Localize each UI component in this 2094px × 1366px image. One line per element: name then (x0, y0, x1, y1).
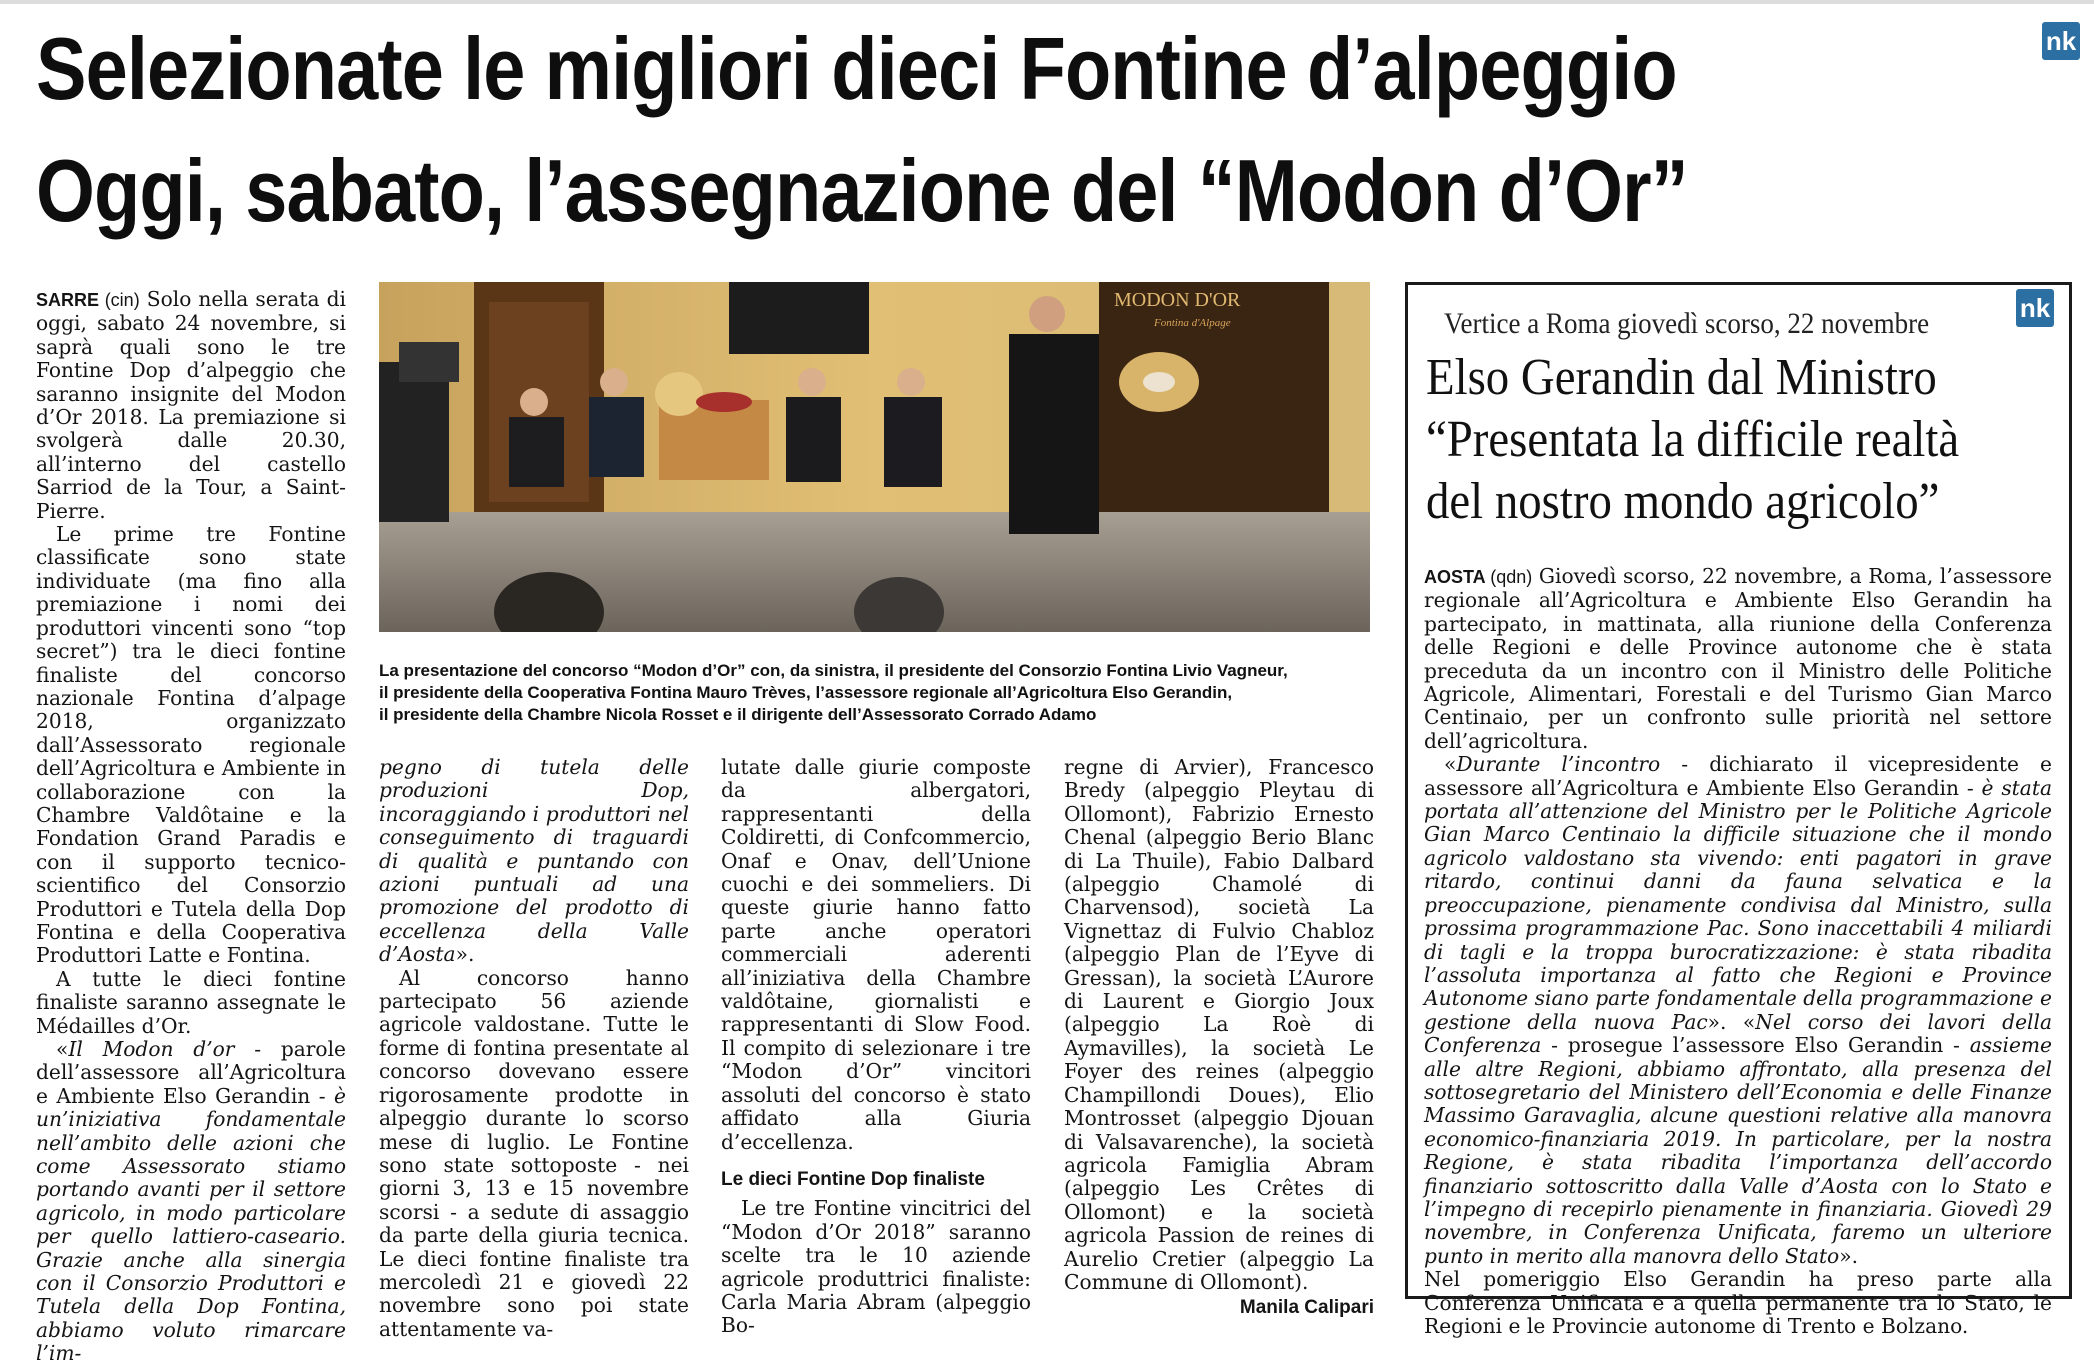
headline-line-1: Selezionate le migliori dieci Fontine d’alpeggio (36, 19, 1677, 118)
headline-line-2: Oggi, sabato, l’assegnazione del “Modon d’Or” (36, 141, 1688, 240)
photo-illustration (379, 282, 1370, 632)
caption-line: La presentazione del concorso “Modon d’Or” con, da sinistra, il presidente del Consorzio Fontina Livio Vagneur, (379, 661, 1288, 680)
sidebar-dateline: AOSTA (qdn) (1424, 567, 1533, 587)
banner-subtitle: Fontina d'Alpage (1154, 317, 1231, 329)
quote-continuation: pegno di tutela delle produzioni Dop, incoraggiando i produttori nel conseguimento di traguardi di qualità e puntando con azioni puntuali ad una promozione del prodotto di eccellenza della Valle d’Aosta». (379, 755, 689, 967)
banner-title: MODON D'OR (1114, 289, 1241, 311)
sidebar-title-line-3: del nostro mondo agricolo” (1426, 473, 1940, 530)
article-column-4 (1064, 756, 1374, 1320)
sidebar-logo-icon: nk (2016, 289, 2054, 327)
photo-caption (379, 660, 1379, 726)
quote-paragraph: «Il Modon d’or - parole dell’assessore all’Agricoltura e Ambiente Elso Gerandin - è un’iniziativa fondamentale nell’ambito delle azioni che come Assessorato stiamo portando avanti per il settore agricolo, in modo particolare per quello lattiero-caseario. Grazie anche alla sinergia con il Consorzio Produttori e Tutela della Dop Fontina, abbiamo voluto rimarcare l’im- (36, 1037, 346, 1366)
dateline: SARRE (cin) (36, 290, 140, 310)
top-rule (0, 0, 2094, 4)
article-column-1: SARRE (cin) Solo nella serata di oggi, sabato 24 novembre, si saprà quali sono le tre Fontine Dop d’alpeggio che saranno insignite del Modon d’Or 2018. La premiazione si svolgerà dalle 20.30, all’interno del castello Sarriod de la Tour, a Saint-Pierre. Le prime tre Fontine classificate sono state individuate (ma fino alla premiazione i nomi dei produttori vincenti sono “top secret”) tra le dieci fontine finaliste del concorso nazionale Fontina d’alpage 2018, organizzato dall’Assessorato regionale dell’Agricoltura e Ambiente in collaborazione con la Chambre Valdôtaine e la Fondation Grand Paradis e con il supporto tecnico-scientifico del Consorzio Produttori e Tutela della Dop Fontina e della Cooperativa Produttori Latte e Fontina. A tutte le dieci fontine finaliste saranno assegnate le Médailles d’Or. «Il Modon d’or - parole dell’assessore all’Agricoltura e Ambiente Elso Gerandin - è un’iniziativa fondamentale nell’ambito delle azioni che come Assessorato stiamo portando avanti per il settore agricolo, in modo particolare per quello lattiero-caseario. Grazie anche alla sinergia con il Consorzio Produttori e Tutela della Dop Fontina, abbiamo voluto rimarcare l’im- (36, 287, 346, 1366)
paragraph: Nel pomeriggio Elso Gerandin ha preso parte alla Conferenza Unificata e a quella permanente tra lo Stato, le Regioni e le Provincie autonome di Trento e Bolzano. (1424, 1267, 2052, 1338)
article-column-3 (721, 756, 1031, 1338)
article-column-2 (379, 756, 689, 1341)
caption-line: il presidente della Chambre Nicola Rosset e il dirigente dell’Assessorato Corrado Adamo (379, 705, 1097, 724)
subheading: Le dieci Fontine Dop finaliste (721, 1168, 985, 1190)
sidebar-body (1424, 565, 2052, 1338)
paragraph: regne di Arvier), Francesco Bredy (alpeggio Pleytau di Ollomont), Fabrizio Ernesto Chenal (alpeggio Berio Blanc di La Thuile), Fabio Dalbard (alpeggio Chamolé di Charvensod), società La Vignettaz di Fulvio Chabloz (alpeggio Plan de l’Eyve di Gressan), la società L’Aurore di Laurent e Giorgio Joux (alpeggio La Roè di Aymavilles), la società Le Foyer des reines (alpeggio Champillondi Doues), Elio Montrosset (alpeggio Djouan di Valsavarenche), la società agricola Famiglia Abram (alpeggio Les Crêtes di Ollomont) e la società agricola Passion de reines di Aurelio Cretier (alpeggio La Commune di Ollomont). (1064, 755, 1374, 1294)
paragraph: Le tre Fontine vincitrici del “Modon d’Or 2018” saranno scelte tra le 10 aziende agricole produttrici finaliste: Carla Maria Abram (alpeggio Bo- (721, 1196, 1031, 1338)
publisher-logo-icon: nk (2042, 22, 2080, 60)
sidebar-title-line-2: “Presentata la difficile realtà (1426, 411, 1960, 468)
event-photo (379, 282, 1370, 632)
paragraph: AOSTA (qdn) Giovedì scorso, 22 novembre, a Roma, l’assessore regionale all’Agricoltura e Ambiente Elso Gerandin ha partecipato, in mattinata, alla riunione della Conferenza delle Regioni e delle Province autonome che è stata preceduta da un incontro con il Ministro delle Politiche Agricole, Alimentari, Forestali e del Turismo Gian Marco Centinaio, per un confronto sulle priorità nel settore dell’agricoltura. (1424, 564, 2052, 753)
sidebar-box (1405, 282, 2072, 1338)
paragraph: Le prime tre Fontine classificate sono state individuate (ma fino alla premiazione i nomi dei produttori vincenti sono “top secret”) tra le dieci fontine finaliste del concorso nazionale Fontina d’alpage 2018, organizzato dall’Assessorato regionale dell’Agricoltura e Ambiente in collaborazione con la Chambre Valdôtaine e la Fondation Grand Paradis e con il supporto tecnico-scientifico del Consorzio Produttori e Tutela della Dop Fontina e della Cooperativa Produttori Latte e Fontina. (36, 522, 346, 968)
quote-paragraph: «Durante l’incontro - dichiarato il vicepresidente e assessore all’Agricoltura e Ambiente Elso Gerandin - è stata portata all’attenzione del Ministro per le Politiche Agricole Gian Marco Centinaio la difficile situazione che il mondo agricolo valdostano sta vivendo: enti pagatori in grave ritardo, continui danni da fauna selvatica e la preoccupazione, pienamente condivisa dal Ministro, sulla prossima programmazione Pac. Sono inaccettabili 4 miliardi di tagli e la troppa burocratizzazione: è stata ribadita l’assoluta importanza al fatto che Regioni e Province Autonome siano parte fondamentale della programmazione e gestione della nuova Pac». «Nel corso dei lavori della Conferenza - prosegue l’assessore Elso Gerandin - assieme alle altre Regioni, abbiamo affrontato, alla presenza del sottosegretario del Ministero dell’Economia e delle Finanze Massimo Garavaglia, alcune questioni relative alla manovra economico-finanziaria 2019. In particolare, per la nostra Regione, è stata ribadita l’importanza dell’accordo finanziario sottoscritto dalla Valle d’Aosta con lo Stato e l’impegno di recepirlo pienamente in finanziaria. Giovedì 29 novembre, in Conferenza Unificata, faremo un ulteriore punto in merito alla manovra dello Stato». (1424, 752, 2052, 1268)
byline: Manila Calipari (1239, 1297, 1374, 1319)
caption-line: il presidente della Cooperativa Fontina Mauro Trèves, l’assessore regionale all’Agricoltura Elso Gerandin, (379, 683, 1233, 702)
sidebar-title-line-1: Elso Gerandin dal Ministro (1426, 349, 1937, 406)
sidebar-overline: Vertice a Roma giovedì scorso, 22 novembre (1444, 307, 1930, 340)
paragraph: Al concorso hanno partecipato 56 aziende agricole valdostane. Tutte le forme di fontina presentate al concorso dovevano essere rigorosamente prodotte in alpeggio durante lo scorso mese di luglio. Le Fontine sono state sottoposte - nei giorni 3, 13 e 15 novembre scorsi - a sedute di assaggio da parte della giuria tecnica. Le dieci fontine finaliste tra mercoledì 21 e giovedì 22 novembre sono poi state attentamente va- (379, 965, 689, 1341)
paragraph: A tutte le dieci fontine finaliste saranno assegnate le Médailles d’Or. (36, 966, 346, 1038)
paragraph: lutate dalle giurie composte da albergatori, rappresentanti della Coldiretti, di Confcommercio, Onaf e Onav, dell’Unione cuochi e dei sommeliers. Di queste giurie hanno fatto parte anche operatori commerciali aderenti all’iniziativa della Chambre valdôtaine, giornalisti e rappresentanti di Slow Food. Il compito di selezionare i tre “Modon d’Or” vincitori assoluti del concorso è stato affidato alla Giuria d’eccellenza. (721, 755, 1031, 1154)
